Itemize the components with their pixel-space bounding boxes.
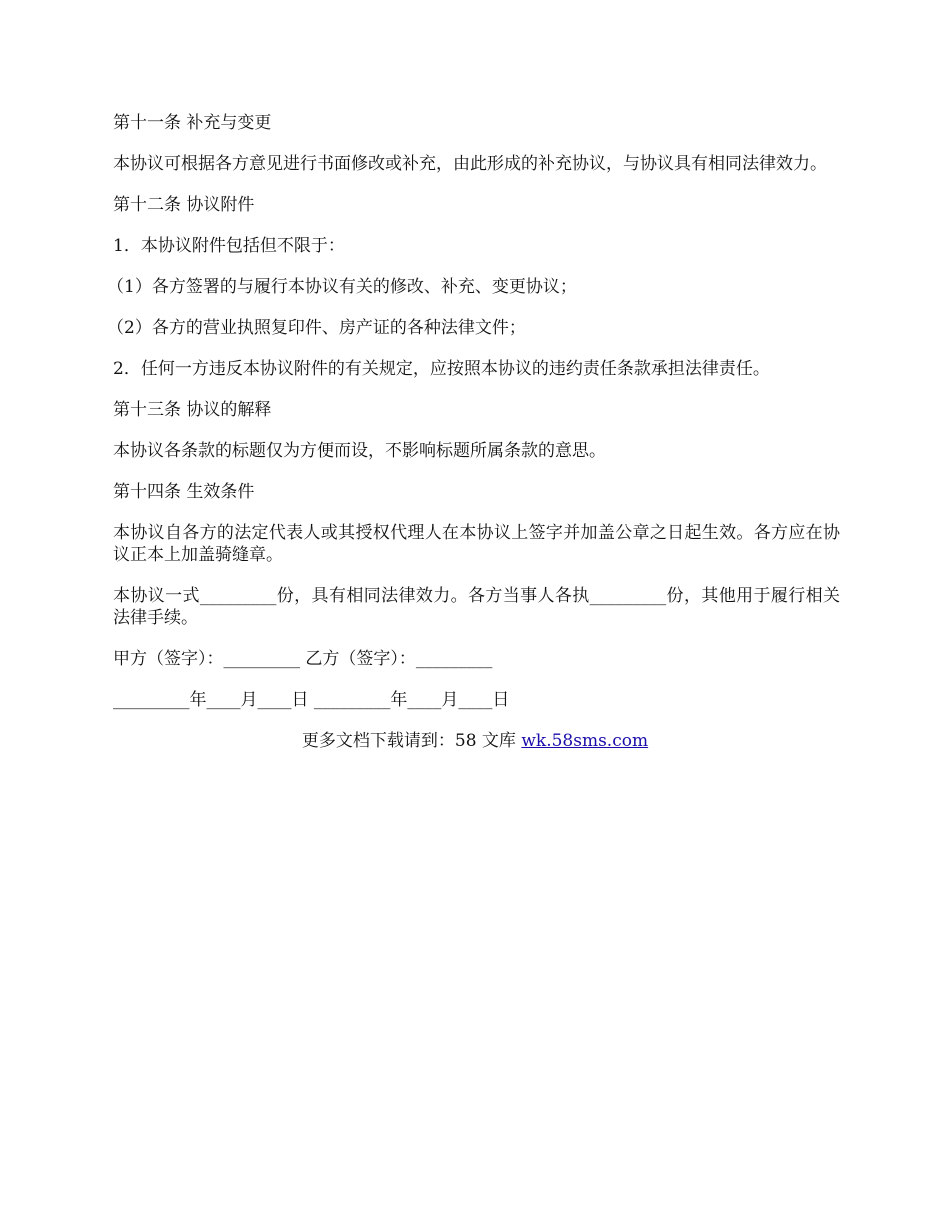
article-13-title: 第十三条 协议的解释	[113, 400, 272, 420]
article-12-item-1: 1．本协议附件包括但不限于：	[113, 236, 345, 256]
article-12-subitem-1: （1）各方签署的与履行本协议有关的修改、补充、变更协议；	[107, 277, 577, 297]
download-footer	[0, 730, 950, 752]
signature-line: 甲方（签字）：_________ 乙方（签字）：_________	[113, 649, 493, 669]
date-line: _________年____月____日 _________年____月____日	[113, 690, 510, 710]
article-12-item-2: 2．任何一方违反本协议附件的有关规定，应按照本协议的违约责任条款承担法律责任。	[113, 359, 770, 379]
footer-prefix: 更多文档下载请到：58 文库	[301, 731, 522, 751]
article-12-subitem-2: （2）各方的营业执照复印件、房产证的各种法律文件；	[107, 318, 526, 338]
article-12-title: 第十二条 协议附件	[113, 195, 255, 215]
article-13-body: 本协议各条款的标题仅为方便而设，不影响标题所属条款的意思。	[113, 441, 606, 461]
article-14-body: 本协议自各方的法定代表人或其授权代理人在本协议上签字并加盖公章之日起生效。各方应在协议正本上加盖骑缝章。	[113, 523, 840, 565]
article-11-title: 第十一条 补充与变更	[113, 113, 272, 133]
footer-link[interactable]: wk.58sms.com	[521, 731, 649, 751]
article-11-body: 本协议可根据各方意见进行书面修改或补充，由此形成的补充协议，与协议具有相同法律效力。	[113, 154, 827, 174]
article-14-title: 第十四条 生效条件	[113, 482, 255, 502]
copies-clause: 本协议一式_________份，具有相同法律效力。各方当事人各执_________份，其他用于履行相关法律手续。	[113, 586, 840, 628]
document-body	[107, 112, 840, 769]
